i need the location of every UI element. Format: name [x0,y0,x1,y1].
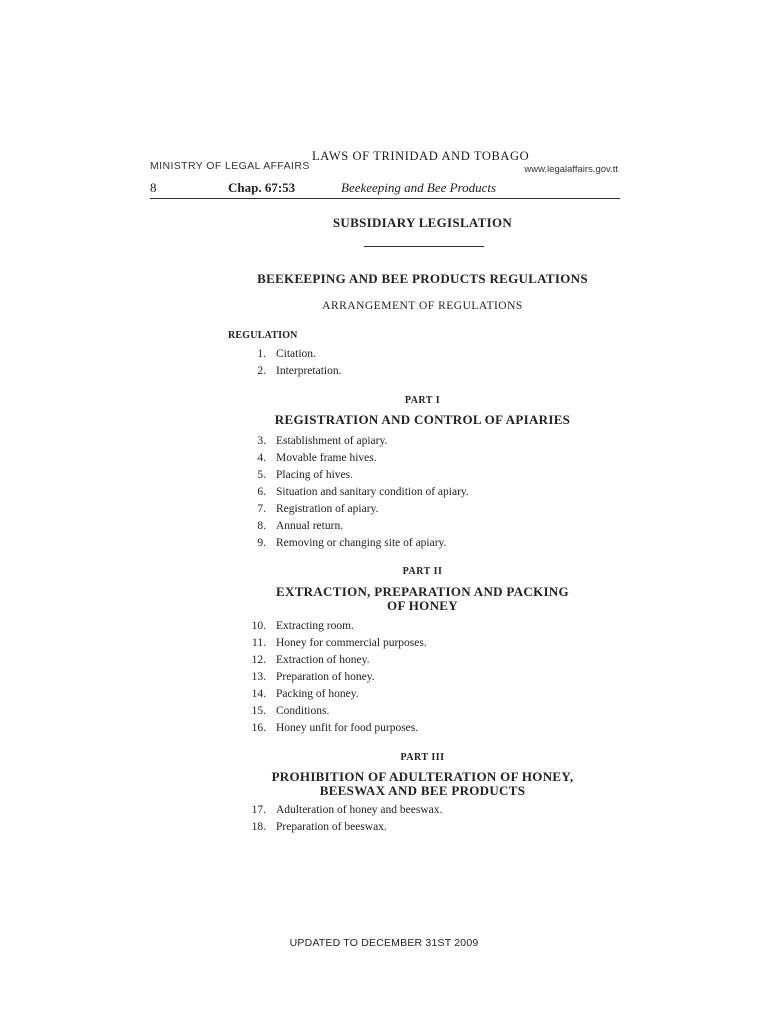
list-item [235,804,535,820]
item-text: Adulteration of honey and beeswax. [276,804,443,816]
item-text: Situation and sanitary condition of apiary. [276,486,469,498]
item-number: 14. [251,688,266,700]
item-text: Interpretation. [276,365,342,377]
item-number: 15. [251,705,266,717]
list-item [235,705,535,721]
item-text: Extraction of honey. [276,654,370,666]
item-number: 3. [257,435,266,447]
list-item [235,821,535,837]
act-title: Beekeeping and Bee Products [341,180,497,195]
item-number: 7. [257,503,266,515]
item-number: 11. [252,637,266,649]
part-label: PART II [402,566,443,577]
part-title: PROHIBITION OF ADULTERATION OF HONEY, [271,769,574,784]
website-link[interactable]: www.legalaffairs.gov.tt [524,164,618,175]
item-text: Packing of honey. [276,688,359,700]
list-item [235,348,535,364]
list-item [235,537,535,553]
list-item [235,654,535,670]
item-text: Removing or changing site of apiary. [276,537,447,549]
list-item [235,722,535,738]
item-text: Preparation of beeswax. [276,821,387,833]
item-text: Establishment of apiary. [276,435,388,447]
item-text: Placing of hives. [276,469,353,481]
regulations-title: BEEKEEPING AND BEE PRODUCTS REGULATIONS [257,271,588,286]
item-number: 12. [251,654,266,666]
list-item [235,469,535,485]
item-text: Honey unfit for food purposes. [276,722,419,734]
chapter-number: Chap. 67:53 [228,180,296,195]
list-item [235,688,535,704]
list-item [235,435,535,451]
part-title-continued: BEESWAX AND BEE PRODUCTS [319,783,526,798]
list-item [235,671,535,687]
part-label: PART I [404,395,441,406]
header-divider [150,198,620,199]
list-item [235,620,535,636]
laws-title: LAWS OF TRINIDAD AND TOBAGO [312,149,530,163]
list-item [235,637,535,653]
list-item [235,365,535,381]
item-text: Conditions. [276,705,330,717]
item-text: Extracting room. [276,620,354,632]
item-number: 8. [257,520,266,532]
item-text: Annual return. [276,520,344,532]
item-number: 10. [251,620,266,632]
item-number: 13. [251,671,266,683]
item-text: Movable frame hives. [276,452,377,464]
item-number: 9. [257,537,266,549]
item-number: 18. [251,821,266,833]
ministry-name: MINISTRY OF LEGAL AFFAIRS [150,160,310,172]
part-title-continued: OF HONEY [387,598,458,613]
item-number: 5. [257,469,266,481]
updated-footer: UPDATED TO DECEMBER 31ST 2009 [289,937,479,949]
item-text: Preparation of honey. [276,671,375,683]
part-title: REGISTRATION AND CONTROL OF APIARIES [274,412,571,427]
subsidiary-heading: SUBSIDIARY LEGISLATION [332,215,513,230]
item-number: 2. [257,365,266,377]
item-number: 16. [251,722,266,734]
arrangement-heading: ARRANGEMENT OF REGULATIONS [322,300,523,312]
item-number: 1. [257,348,266,360]
item-text: Registration of apiary. [276,503,379,515]
item-number: 6. [257,486,266,498]
list-item [235,503,535,519]
item-text: Citation. [276,348,316,360]
part-title: EXTRACTION, PREPARATION AND PACKING [276,584,569,599]
list-item [235,486,535,502]
heading-divider [364,246,484,247]
page-number: 8 [150,180,157,195]
list-item [235,520,535,536]
item-number: 17. [251,804,266,816]
list-item [235,452,535,468]
regulation-column-label: REGULATION [228,330,298,341]
item-number: 4. [257,452,266,464]
part-label: PART III [400,752,445,763]
item-text: Honey for commercial purposes. [276,637,427,649]
